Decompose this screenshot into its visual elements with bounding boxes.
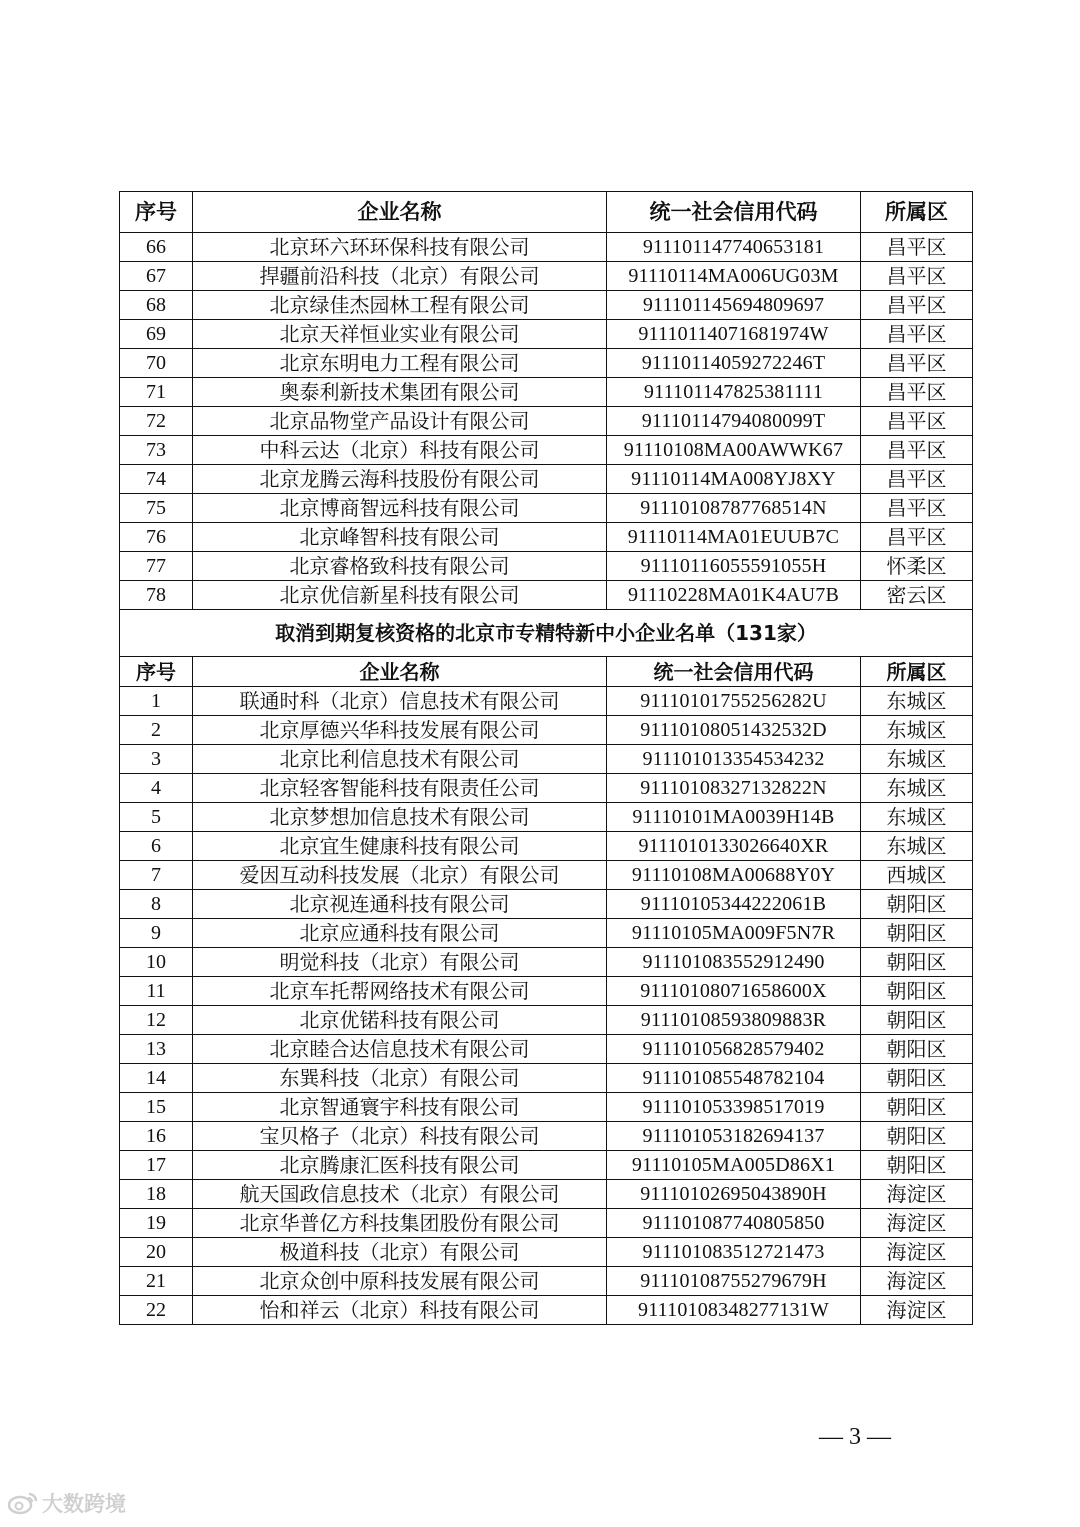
table-row — [120, 1064, 973, 1093]
header-name: 企业名称 — [193, 192, 607, 233]
company-name: 奥泰利新技术集团有限公司 — [193, 378, 607, 407]
table-row — [120, 407, 973, 436]
table-row — [120, 890, 973, 919]
table-row — [120, 1151, 973, 1180]
company-name: 联通时科（北京）信息技术有限公司 — [193, 687, 607, 716]
company-name: 北京厚德兴华科技发展有限公司 — [193, 716, 607, 745]
company-name: 北京睿格致科技有限公司 — [193, 552, 607, 581]
company-name: 北京东明电力工程有限公司 — [193, 349, 607, 378]
district: 东城区 — [861, 803, 973, 832]
company-name: 北京视连通科技有限公司 — [193, 890, 607, 919]
district: 海淀区 — [861, 1296, 973, 1325]
row-number: 8 — [120, 890, 193, 919]
district: 东城区 — [861, 716, 973, 745]
credit-code: 91110114MA008YJ8XY — [607, 465, 861, 494]
district: 昌平区 — [861, 233, 973, 262]
company-name: 航天国政信息技术（北京）有限公司 — [193, 1180, 607, 1209]
district: 西城区 — [861, 861, 973, 890]
table-row — [120, 233, 973, 262]
table-row — [120, 977, 973, 1006]
district: 朝阳区 — [861, 890, 973, 919]
header-name-2: 企业名称 — [193, 657, 607, 687]
district: 朝阳区 — [861, 977, 973, 1006]
district: 昌平区 — [861, 378, 973, 407]
second-table-body — [120, 687, 973, 1325]
table-row — [120, 687, 973, 716]
table-row — [120, 948, 973, 977]
row-number: 10 — [120, 948, 193, 977]
table-row — [120, 774, 973, 803]
company-name: 爱因互动科技发展（北京）有限公司 — [193, 861, 607, 890]
table-row — [120, 716, 973, 745]
row-number: 70 — [120, 349, 193, 378]
credit-code: 91110114MA006UG03M — [607, 262, 861, 291]
company-table — [119, 191, 973, 1325]
header-code-2: 统一社会信用代码 — [607, 657, 861, 687]
row-number: 76 — [120, 523, 193, 552]
company-name: 极道科技（北京）有限公司 — [193, 1238, 607, 1267]
district: 朝阳区 — [861, 1064, 973, 1093]
row-number: 7 — [120, 861, 193, 890]
district: 昌平区 — [861, 407, 973, 436]
company-name: 东巽科技（北京）有限公司 — [193, 1064, 607, 1093]
table-row — [120, 465, 973, 494]
row-number: 3 — [120, 745, 193, 774]
company-name: 北京众创中原科技发展有限公司 — [193, 1267, 607, 1296]
credit-code: 91110108787768514N — [607, 494, 861, 523]
row-number: 20 — [120, 1238, 193, 1267]
row-number: 11 — [120, 977, 193, 1006]
row-number: 78 — [120, 581, 193, 610]
district: 朝阳区 — [861, 919, 973, 948]
table-row — [120, 1006, 973, 1035]
credit-code: 9111010133026640XR — [607, 832, 861, 861]
company-name: 北京优信新星科技有限公司 — [193, 581, 607, 610]
district: 海淀区 — [861, 1209, 973, 1238]
credit-code: 91110114MA01EUUB7C — [607, 523, 861, 552]
company-name: 北京轻客智能科技有限责任公司 — [193, 774, 607, 803]
credit-code: 91110102695043890H — [607, 1180, 861, 1209]
district: 昌平区 — [861, 291, 973, 320]
table-row — [120, 349, 973, 378]
credit-code: 91110108071658600X — [607, 977, 861, 1006]
credit-code: 911101083512721473 — [607, 1238, 861, 1267]
district: 东城区 — [861, 774, 973, 803]
table-row — [120, 1209, 973, 1238]
table-row — [120, 436, 973, 465]
credit-code: 911101013354534232 — [607, 745, 861, 774]
table-row — [120, 1093, 973, 1122]
row-number: 66 — [120, 233, 193, 262]
header-no: 序号 — [120, 192, 193, 233]
header-district-2: 所属区 — [861, 657, 973, 687]
credit-code: 91110108327132822N — [607, 774, 861, 803]
table-row — [120, 1238, 973, 1267]
first-table-body — [120, 233, 973, 610]
district: 密云区 — [861, 581, 973, 610]
credit-code: 911101056828579402 — [607, 1035, 861, 1064]
row-number: 68 — [120, 291, 193, 320]
table-row — [120, 919, 973, 948]
district: 朝阳区 — [861, 1122, 973, 1151]
credit-code: 911101147825381111 — [607, 378, 861, 407]
row-number: 2 — [120, 716, 193, 745]
credit-code: 91110101MA0039H14B — [607, 803, 861, 832]
company-name: 明觉科技（北京）有限公司 — [193, 948, 607, 977]
table-row — [120, 291, 973, 320]
table-row — [120, 861, 973, 890]
company-name: 北京天祥恒业实业有限公司 — [193, 320, 607, 349]
company-name: 北京品物堂产品设计有限公司 — [193, 407, 607, 436]
credit-code: 911101145694809697 — [607, 291, 861, 320]
second-table-header — [120, 657, 973, 687]
table-row — [120, 320, 973, 349]
district: 昌平区 — [861, 465, 973, 494]
row-number: 14 — [120, 1064, 193, 1093]
row-number: 72 — [120, 407, 193, 436]
row-number: 18 — [120, 1180, 193, 1209]
district: 昌平区 — [861, 349, 973, 378]
district: 海淀区 — [861, 1238, 973, 1267]
row-number: 21 — [120, 1267, 193, 1296]
company-name: 北京环六环环保科技有限公司 — [193, 233, 607, 262]
district: 海淀区 — [861, 1180, 973, 1209]
company-name: 北京博商智远科技有限公司 — [193, 494, 607, 523]
table-row — [120, 803, 973, 832]
table-row — [120, 378, 973, 407]
company-name: 北京优锘科技有限公司 — [193, 1006, 607, 1035]
row-number: 9 — [120, 919, 193, 948]
row-number: 6 — [120, 832, 193, 861]
row-number: 74 — [120, 465, 193, 494]
row-number: 19 — [120, 1209, 193, 1238]
company-name: 北京华普亿方科技集团股份有限公司 — [193, 1209, 607, 1238]
row-number: 12 — [120, 1006, 193, 1035]
row-number: 22 — [120, 1296, 193, 1325]
section-title-row — [120, 610, 973, 657]
company-name: 北京龙腾云海科技股份有限公司 — [193, 465, 607, 494]
company-name: 北京腾康汇医科技有限公司 — [193, 1151, 607, 1180]
credit-code: 91110114059272246T — [607, 349, 861, 378]
row-number: 13 — [120, 1035, 193, 1064]
district: 东城区 — [861, 687, 973, 716]
credit-code: 91110105MA009F5N7R — [607, 919, 861, 948]
row-number: 15 — [120, 1093, 193, 1122]
table-row — [120, 745, 973, 774]
credit-code: 91110116055591055H — [607, 552, 861, 581]
district: 东城区 — [861, 832, 973, 861]
credit-code: 911101083552912490 — [607, 948, 861, 977]
district: 朝阳区 — [861, 1093, 973, 1122]
district: 昌平区 — [861, 494, 973, 523]
row-number: 69 — [120, 320, 193, 349]
table-row — [120, 1035, 973, 1064]
district: 朝阳区 — [861, 1035, 973, 1064]
credit-code: 911101053182694137 — [607, 1122, 861, 1151]
table-header — [120, 192, 973, 233]
district: 昌平区 — [861, 436, 973, 465]
header-code: 统一社会信用代码 — [607, 192, 861, 233]
row-number: 5 — [120, 803, 193, 832]
table-row — [120, 1180, 973, 1209]
credit-code: 91110108MA00AWWK67 — [607, 436, 861, 465]
company-name: 北京比利信息技术有限公司 — [193, 745, 607, 774]
page-number: — 3 — — [819, 1424, 891, 1450]
table-row — [120, 494, 973, 523]
table-row — [120, 552, 973, 581]
credit-code: 91110105344222061B — [607, 890, 861, 919]
credit-code: 91110108MA00688Y0Y — [607, 861, 861, 890]
header-district: 所属区 — [861, 192, 973, 233]
district: 昌平区 — [861, 523, 973, 552]
table-row — [120, 1296, 973, 1325]
credit-code: 911101085548782104 — [607, 1064, 861, 1093]
row-number: 67 — [120, 262, 193, 291]
table-row — [120, 262, 973, 291]
company-name: 北京应通科技有限公司 — [193, 919, 607, 948]
row-number: 71 — [120, 378, 193, 407]
company-name: 宝贝格子（北京）科技有限公司 — [193, 1122, 607, 1151]
company-name: 北京绿佳杰园林工程有限公司 — [193, 291, 607, 320]
company-name: 北京梦想加信息技术有限公司 — [193, 803, 607, 832]
watermark-text: 大数跨境 — [42, 1492, 126, 1516]
district: 东城区 — [861, 745, 973, 774]
weibo-logo-icon — [8, 1491, 38, 1515]
district: 怀柔区 — [861, 552, 973, 581]
row-number: 73 — [120, 436, 193, 465]
table-row — [120, 1122, 973, 1151]
section-title: 取消到期复核资格的北京市专精特新中小企业名单（131家） — [120, 610, 973, 657]
credit-code: 91110108593809883R — [607, 1006, 861, 1035]
row-number: 1 — [120, 687, 193, 716]
header-no-2: 序号 — [120, 657, 193, 687]
company-name: 北京宜生健康科技有限公司 — [193, 832, 607, 861]
row-number: 4 — [120, 774, 193, 803]
district: 朝阳区 — [861, 1151, 973, 1180]
district: 海淀区 — [861, 1267, 973, 1296]
credit-code: 91110114071681974W — [607, 320, 861, 349]
credit-code: 91110101755256282U — [607, 687, 861, 716]
credit-code: 91110108755279679H — [607, 1267, 861, 1296]
district: 朝阳区 — [861, 948, 973, 977]
company-name: 中科云达（北京）科技有限公司 — [193, 436, 607, 465]
credit-code: 911101147740653181 — [607, 233, 861, 262]
table-row — [120, 1267, 973, 1296]
credit-code: 91110108348277131W — [607, 1296, 861, 1325]
row-number: 77 — [120, 552, 193, 581]
table-row — [120, 581, 973, 610]
company-name: 北京车托帮网络技术有限公司 — [193, 977, 607, 1006]
row-number: 75 — [120, 494, 193, 523]
credit-code: 91110105MA005D86X1 — [607, 1151, 861, 1180]
company-name: 捍疆前沿科技（北京）有限公司 — [193, 262, 607, 291]
district: 朝阳区 — [861, 1006, 973, 1035]
row-number: 17 — [120, 1151, 193, 1180]
section-divider — [120, 610, 973, 687]
credit-code: 911101053398517019 — [607, 1093, 861, 1122]
district: 昌平区 — [861, 262, 973, 291]
table-row — [120, 523, 973, 552]
company-name: 北京峰智科技有限公司 — [193, 523, 607, 552]
company-name: 北京睦合达信息技术有限公司 — [193, 1035, 607, 1064]
credit-code: 91110228MA01K4AU7B — [607, 581, 861, 610]
watermark — [8, 1488, 126, 1518]
company-name: 怡和祥云（北京）科技有限公司 — [193, 1296, 607, 1325]
company-name: 北京智通寰宇科技有限公司 — [193, 1093, 607, 1122]
row-number: 16 — [120, 1122, 193, 1151]
table-row — [120, 832, 973, 861]
credit-code: 91110108051432532D — [607, 716, 861, 745]
credit-code: 91110114794080099T — [607, 407, 861, 436]
district: 昌平区 — [861, 320, 973, 349]
credit-code: 911101087740805850 — [607, 1209, 861, 1238]
